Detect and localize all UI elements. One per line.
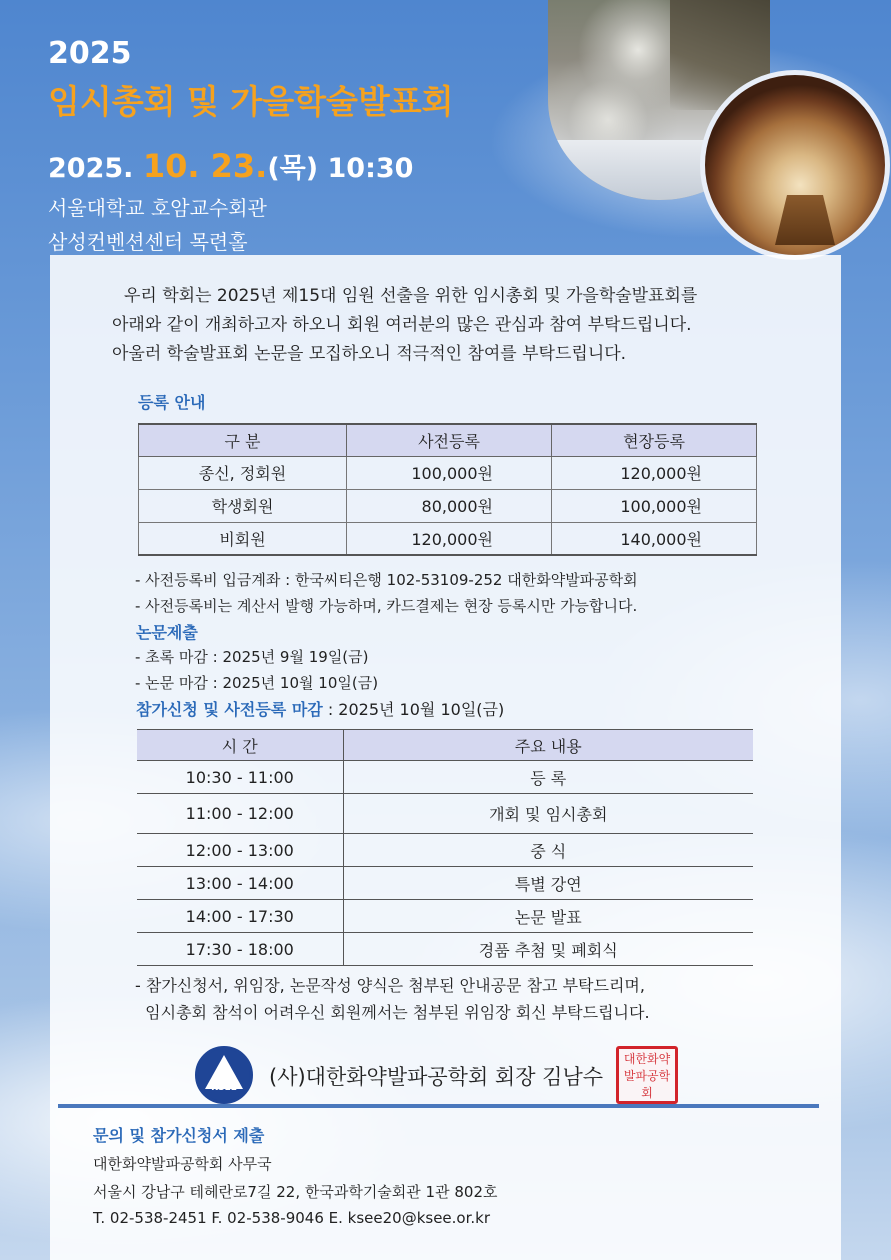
- table-cell: 100,000원: [552, 489, 757, 522]
- date-prefix: 2025.: [48, 153, 134, 184]
- table-cell: 80,000원: [347, 489, 552, 522]
- venue-line-2: 삼성컨벤션센터 목련홀: [48, 230, 248, 254]
- table-row: [139, 522, 757, 555]
- logo-text: KSEE: [211, 1083, 237, 1093]
- date-highlight: 10. 23.: [142, 147, 268, 185]
- event-year: 2025: [48, 36, 132, 71]
- contact-title: 문의 및 참가신청서 제출: [93, 1126, 265, 1145]
- date-suffix: (목) 10:30: [267, 153, 414, 184]
- paper-deadline: - 논문 마감 : 2025년 10월 10일(금): [135, 674, 379, 692]
- signature-row: [195, 1046, 695, 1106]
- column-header: 현장등록: [552, 424, 757, 456]
- time-cell: 12:00 - 13:00: [137, 834, 343, 867]
- content-cell: 개회 및 임시총회: [343, 794, 753, 834]
- event-title: 임시총회 및 가을학술발표회: [48, 82, 454, 121]
- time-cell: 14:00 - 17:30: [137, 900, 343, 933]
- president-signature: (사)대한화약발파공학회 회장 김남수: [269, 1065, 604, 1089]
- time-cell: 11:00 - 12:00: [137, 794, 343, 834]
- contact-phone-email: T. 02-538-2451 F. 02-538-9046 E. ksee20@ksee.or.kr: [93, 1209, 491, 1227]
- footer-divider: [58, 1104, 819, 1108]
- abstract-deadline: - 초록 마감 : 2025년 9월 19일(금): [135, 648, 369, 666]
- registration-title: 등록 안내: [138, 393, 206, 412]
- official-seal: 대한화약발파공학회: [616, 1046, 678, 1104]
- intro-line: 우리 학회는 2025년 제15대 임원 선출을 위한 임시총회 및 가을학술발표회를: [124, 286, 698, 306]
- table-cell: 120,000원: [347, 522, 552, 555]
- registration-table: [138, 423, 757, 556]
- table-header-row: [139, 424, 757, 456]
- account-note: - 사전등록비 입금계좌 : 한국씨티은행 102-53109-252 대한화약발파공학회: [135, 571, 638, 589]
- schedule-table: [137, 729, 753, 966]
- time-cell: 10:30 - 11:00: [137, 761, 343, 794]
- content-cell: 특별 강연: [343, 867, 753, 900]
- attachment-note-line: - 참가신청서, 위임장, 논문작성 양식은 첨부된 안내공문 참고 부탁드리며,: [135, 976, 645, 995]
- content-cell: 등 록: [343, 761, 753, 794]
- venue-line-1: 서울대학교 호암교수회관: [48, 196, 267, 220]
- time-cell: 13:00 - 14:00: [137, 867, 343, 900]
- table-cell: 100,000원: [347, 456, 552, 489]
- contact-address: 서울시 강남구 테헤란로7길 22, 한국과학기술회관 1관 802호: [93, 1183, 498, 1201]
- column-header: 구 분: [139, 424, 347, 456]
- attachment-note: [135, 972, 650, 1026]
- table-row: [137, 933, 753, 966]
- contact-office: 대한화약발파공학회 사무국: [93, 1155, 272, 1173]
- table-row: [137, 867, 753, 900]
- column-header: 주요 내용: [343, 730, 753, 761]
- table-row: [139, 456, 757, 489]
- column-header: 시 간: [137, 730, 343, 761]
- table-cell: 120,000원: [552, 456, 757, 489]
- table-row: [137, 834, 753, 867]
- paper-title: 논문제출: [136, 623, 198, 642]
- intro-line: 아울러 학술발표회 논문을 모집하오니 적극적인 참여를 부탁드립니다.: [112, 344, 627, 364]
- table-cell: 비회원: [139, 522, 347, 555]
- tunnel-photo-machine: [775, 195, 835, 245]
- deadline-label: 참가신청 및 사전등록 마감: [136, 700, 323, 719]
- table-cell: 학생회원: [139, 489, 347, 522]
- table-header-row: [137, 730, 753, 761]
- table-row: [137, 761, 753, 794]
- content-cell: 논문 발표: [343, 900, 753, 933]
- column-header: 사전등록: [347, 424, 552, 456]
- content-cell: 중 식: [343, 834, 753, 867]
- table-row: [137, 794, 753, 834]
- intro-line: 아래와 같이 개최하고자 하오니 회원 여러분의 많은 관심과 참여 부탁드립니다.: [112, 315, 692, 335]
- registration-deadline: [136, 697, 504, 720]
- payment-note: - 사전등록비는 계산서 발행 가능하며, 카드결제는 현장 등록시만 가능합니다.: [135, 597, 638, 615]
- tunnel-photo: [700, 70, 890, 260]
- table-row: [139, 489, 757, 522]
- deadline-value: : 2025년 10월 10일(금): [322, 700, 505, 719]
- table-cell: 140,000원: [552, 522, 757, 555]
- time-cell: 17:30 - 18:00: [137, 933, 343, 966]
- table-cell: 종신, 정회원: [139, 456, 347, 489]
- table-row: [137, 900, 753, 933]
- attachment-note-line: 임시총회 참석이 어려우신 회원께서는 첨부된 위임장 회신 부탁드립니다.: [135, 1003, 650, 1022]
- event-date: [48, 146, 413, 185]
- intro-paragraph: [112, 282, 697, 369]
- ksee-logo: [195, 1046, 253, 1104]
- content-cell: 경품 추첨 및 폐회식: [343, 933, 753, 966]
